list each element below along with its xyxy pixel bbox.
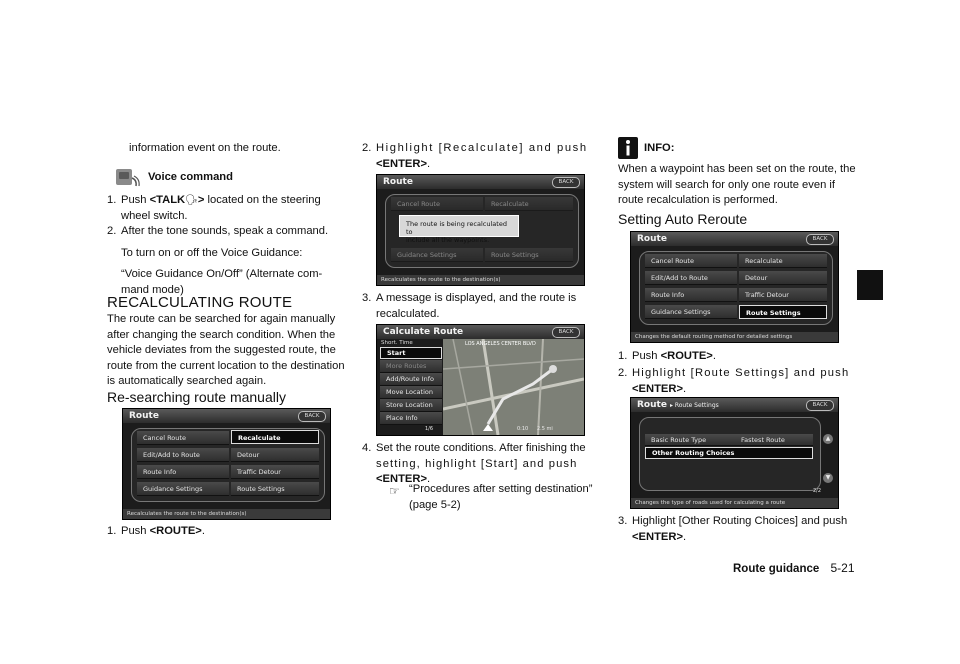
calc-place-info: Place Info xyxy=(380,412,442,425)
calc-store-location: Store Location xyxy=(380,399,442,412)
menu-cancel-route: Cancel Route xyxy=(137,431,229,445)
calc-add-route-info: Add/Route Info xyxy=(380,373,442,386)
route-settings-screenshot: Route ▸ Route Settings BACK Basic Route Type Fastest Route Other Routing Choices ▲ ▼ 2/2 Changes the type of roads used for calculating a route xyxy=(630,397,839,509)
page-indicator: 1/6 xyxy=(425,426,434,432)
info-title: INFO: xyxy=(644,142,675,154)
step-highlight-other-routing: 3. Highlight [Other Routing Choices] and push <ENTER>. xyxy=(618,515,848,543)
route-type-label: Short. Time xyxy=(381,340,413,346)
info-icon xyxy=(618,137,638,159)
calculate-route-screenshot: Calculate Route BACK LOS ANGELES CENTER BLVD Short. Time Start More Routes Add/Route Info Move Location Store Location Place Info 1/6 0:10 2.5 mi xyxy=(376,324,585,436)
menu-route-settings-selected: Route Settings xyxy=(739,305,827,319)
step-4-set-conditions: 4. Set the route conditions. After finishing the setting, highlight [Start] and push <ENTER>. xyxy=(362,442,586,485)
scroll-up-icon: ▲ xyxy=(823,434,833,444)
page-indicator: 2/2 xyxy=(813,488,822,494)
menu-edit-add-route: Edit/Add to Route xyxy=(137,448,229,462)
step-highlight-route-settings: 2. Highlight [Route Settings] and push <ENTER>. xyxy=(618,367,850,395)
menu-route-settings: Route Settings xyxy=(231,482,319,496)
basic-route-type-row: Basic Route Type Fastest Route xyxy=(645,434,813,446)
footer-section: Route guidance xyxy=(733,563,820,575)
chapter-tab xyxy=(857,270,883,300)
route-menu-screenshot xyxy=(122,408,331,520)
recalculating-message-screenshot: Route BACK Cancel Route Recalculate The route is being recalculated to include all the waypoints. Guidance Settings Route Settings Recalculates the route to the destination(s) xyxy=(376,174,585,286)
calc-move-location: Move Location xyxy=(380,386,442,399)
info-text: When a waypoint has been set on the route, the system will search for only one route even if route recalculation is performed. xyxy=(618,163,856,206)
talk-key: <TALK xyxy=(149,194,186,206)
footer-page: 5-21 xyxy=(830,561,855,575)
route-map xyxy=(443,339,584,435)
menu-route-info: Route Info xyxy=(137,465,229,479)
section-title: RECALCULATING ROUTE xyxy=(107,294,293,311)
back-button: BACK xyxy=(298,411,326,422)
auto-reroute-title: Setting Auto Reroute xyxy=(618,211,748,227)
reference-text: “Procedures after setting destination” (page 5-2) xyxy=(409,483,593,511)
recalc-paragraph: The route can be searched for again manually after changing the search condition. When the vehicle deviates from the suggested route, the route from the current location to the destination is automatically searched again. xyxy=(107,313,345,387)
subsection-title: Re-searching route manually xyxy=(107,389,286,405)
eta-readout: 0:10 xyxy=(517,426,529,432)
auto-reroute-screenshot: Route BACK Cancel Route Edit/Add to Route Route Info Guidance Settings Recalculate Detour Traffic Detour Route Settings Changes the default routing method for detailed settings xyxy=(630,231,839,343)
calc-more-routes: More Routes xyxy=(380,360,442,373)
voice-step-2: 2. After the tone sounds, speak a command. To turn on or off the Voice Guidance: “Voice Guidance On/Off” (Alternate com- mand mode) xyxy=(107,225,329,296)
status-bar: Recalculates the route to the destination(s) xyxy=(123,509,330,519)
voice-step-1: 1. Push <TALK🗣> located on the steering wheel switch. xyxy=(107,194,321,222)
step-3-message: 3. A message is displayed, and the route is recalculated. xyxy=(362,292,577,320)
voice-command-title: Voice command xyxy=(148,171,233,183)
menu-traffic-detour: Traffic Detour xyxy=(231,465,319,479)
scroll-down-icon: ▼ xyxy=(823,473,833,483)
menu-recalculate: Recalculate xyxy=(231,430,319,444)
talk-icon: 🗣 xyxy=(185,195,198,206)
step-push-route-left: 1. Push <ROUTE>. xyxy=(107,525,205,537)
menu-guidance-settings: Guidance Settings xyxy=(137,482,229,496)
menu-detour: Detour xyxy=(231,448,319,462)
recalculating-message: The route is being recalculated to include all the waypoints. xyxy=(399,215,519,237)
intro-text: information event on the route. xyxy=(129,142,281,154)
step-2-highlight-recalculate: 2. Highlight [Recalculate] and push <ENTER>. xyxy=(362,142,588,170)
page-footer xyxy=(733,561,855,575)
calc-start: Start xyxy=(380,347,442,359)
voice-command-icon xyxy=(115,166,141,190)
step-push-route-right: 1. Push <ROUTE>. xyxy=(618,350,716,362)
other-routing-choices-row: Other Routing Choices xyxy=(645,447,813,459)
reference-hand-icon: ☞ xyxy=(389,484,400,498)
map-road-label: LOS ANGELES CENTER BLVD xyxy=(465,341,536,347)
screen-title: Route xyxy=(123,409,330,423)
distance-readout: 2.5 mi xyxy=(537,426,553,432)
